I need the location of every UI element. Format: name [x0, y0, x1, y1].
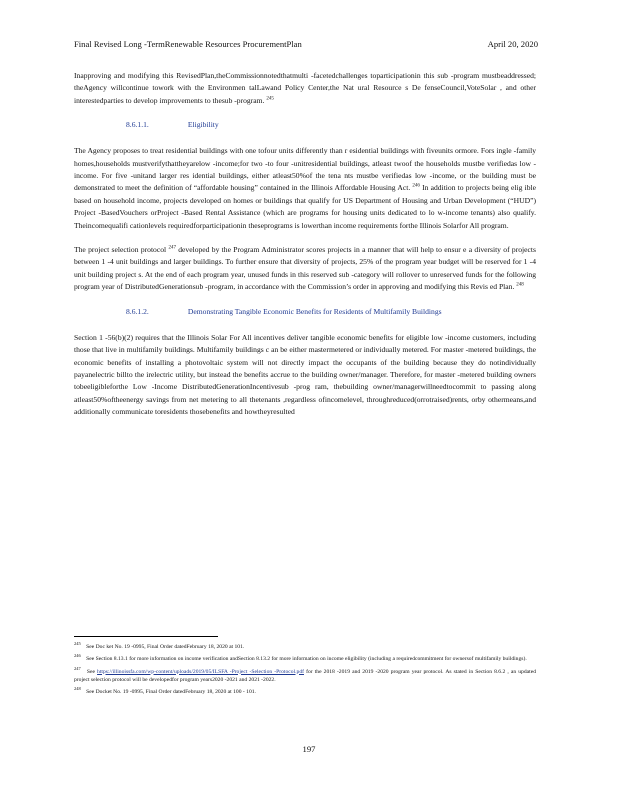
- paragraph-eligibility: [74, 145, 536, 232]
- footnote-ref-248[interactable]: 248: [516, 282, 524, 288]
- header-title: Final Revised Long -TermRenewable Resources ProcurementPlan: [74, 39, 302, 49]
- section-title: Eligibility: [187, 120, 219, 130]
- footnote-245: [74, 643, 536, 651]
- footnote-mark: 246: [74, 653, 81, 659]
- paragraph-eligibility-text-b: In addition to projects being elig ible based on household income, projects developed on homes or buildings that qualify for US Department of Housing and Urban Development (“HUD”) Project -BasedVouchers orProject -Based Rental Assistance (which are programs for housing units dedicated to lo w-income tenants) also qualify. Theincomequalifi cationlevels requiredforparticipationin theseprograms is lowerthan income requirements forthe Illinois Solarfor All program.: [74, 183, 536, 230]
- section-heading-eligibility: [74, 119, 536, 131]
- footnote-text-pre: See: [86, 668, 95, 675]
- page-header: [74, 39, 538, 51]
- header-date: April 20, 2020: [487, 39, 538, 49]
- paragraph-tangible-benefits: [74, 332, 536, 419]
- paragraph-benefits-text: Section 1 -56(b)(2) requires that the Illinois Solar For All incentives deliver tangible economic benefits for eligible low -income customers, including those that live in multifamily buildings. Multifamily buildings c an be either mastermetered or individually metered. For master -metered buildings, the economic benefits of installing a photovoltaic system will not directly impact the occupants of the building because they do notindividually payanelectric billto the irelectric utility, but instead the benefits accrue to the building owner/manager. Therefore, for master -metered building owners tobeeligibleforthe Low -Income DistributedGenerationIncentivesub -prog ram, thebuilding owner/managerwillneedtocommit to passing along atleast50%oftheenergy savings from net metering to all thetenants ,regardless ofincomelevel, throughreduced(orrotraised)rents, orby othermeans,and additionally communicate toresidents thosebenefits and howtheyresulted: [74, 332, 536, 417]
- footnote-mark: 245: [74, 641, 81, 647]
- footnote-text: See Doc ket No. 19 -0995, Final Order datedFebruary 18, 2020 at 101.: [86, 644, 245, 650]
- footnote-text: See Section 8.13.1 for more information on income verification andSection 8.13.2 for more information on income eligibility (including a requiredcommitment for ownersof multifamily buildings).: [86, 656, 527, 663]
- footnote-text: for the 2018 -2019 and 2019 -2020 program year protocol. As stated in Section 8.6.2 , an updated project selection protocol will be developedfor program years2020 -2021 and 2021 -2022.: [74, 668, 536, 683]
- paragraph-intro-text: Inapproving and modifying this RevisedPlan,theCommissionnotedthatmulti -facetedchallenges toparticipationin this sub -program mustbeaddressed; theAgency willcontinue towork with the Environmen talLawand Policy Center,the Nat ural Resource s De fenseCouncil,VoteSolar , and other interestedparties to develop improvements to thesub -program.: [74, 71, 536, 105]
- section-heading-tangible-benefits: [74, 306, 536, 318]
- footnotes: [74, 643, 536, 700]
- footnote-mark: 247: [74, 665, 81, 671]
- section-number: 8.6.1.2.: [126, 306, 149, 316]
- page-number: 197: [302, 744, 316, 754]
- section-number: 8.6.1.1.: [126, 120, 149, 130]
- footnote-ref-246[interactable]: 246: [412, 183, 420, 189]
- footnote-link[interactable]: https://illinoissfa.com/wp-content/uploads/2019/05/ILSFA -Project -Selection -Protocol.pdf: [97, 668, 304, 675]
- paragraph-protocol-text-a: The project selection protocol: [74, 245, 167, 255]
- paragraph-eligibility-text-a: The Agency proposes to treat residential buildings with one tofour units differently than r esidential buildings with fiveunits ormore. Fors ingle -family homes,households mustverifythattheyarelow -income;for two -to four -unitresidential buildings, atleast twoof the households mustbe verifiedas low -income. For five -unitand larger res idential buildings, either atleast50%of the tena nts mustbe verifiedas low -income, or the building must be demonstrated to meet the definition of “affordable housing” contained in the Illinois Affordable Housing Act.: [74, 146, 536, 193]
- paragraph-selection-protocol: [74, 244, 536, 294]
- footnote-247: [74, 665, 536, 685]
- footnote-248: [74, 688, 536, 696]
- footnote-text: See Docket No. 19 -0995, Final Order datedFebruary 18, 2020 at 100 - 101.: [86, 689, 256, 696]
- paragraph-intro: [74, 70, 536, 107]
- footnote-ref-245[interactable]: 245: [266, 96, 274, 102]
- paragraph-protocol-text-b: developed by the Program Administrator scores projects in a manner that will help to ensur e a diversity of projects between 1 -4 unit buildings and larger buildings. To further ensure that diversity of projects, 25% of the program year budget will be reserved for 1 -4 unit building project s. At the end of each program year, unused funds in this reserved sub -category will rollover to unreserved funds for the following program year of DistributedGenerationsub -program, in accordance with the Commission’s order in approving and modifying this Revis ed Plan.: [74, 245, 536, 292]
- footnote-mark: 248: [74, 686, 81, 692]
- footnote-divider: [74, 636, 218, 637]
- footnote-246: [74, 655, 536, 663]
- footnote-ref-247[interactable]: 247: [168, 245, 176, 251]
- section-title: Demonstrating Tangible Economic Benefits for Residents of Multifamily Buildings: [187, 306, 442, 316]
- main-content: [74, 70, 536, 431]
